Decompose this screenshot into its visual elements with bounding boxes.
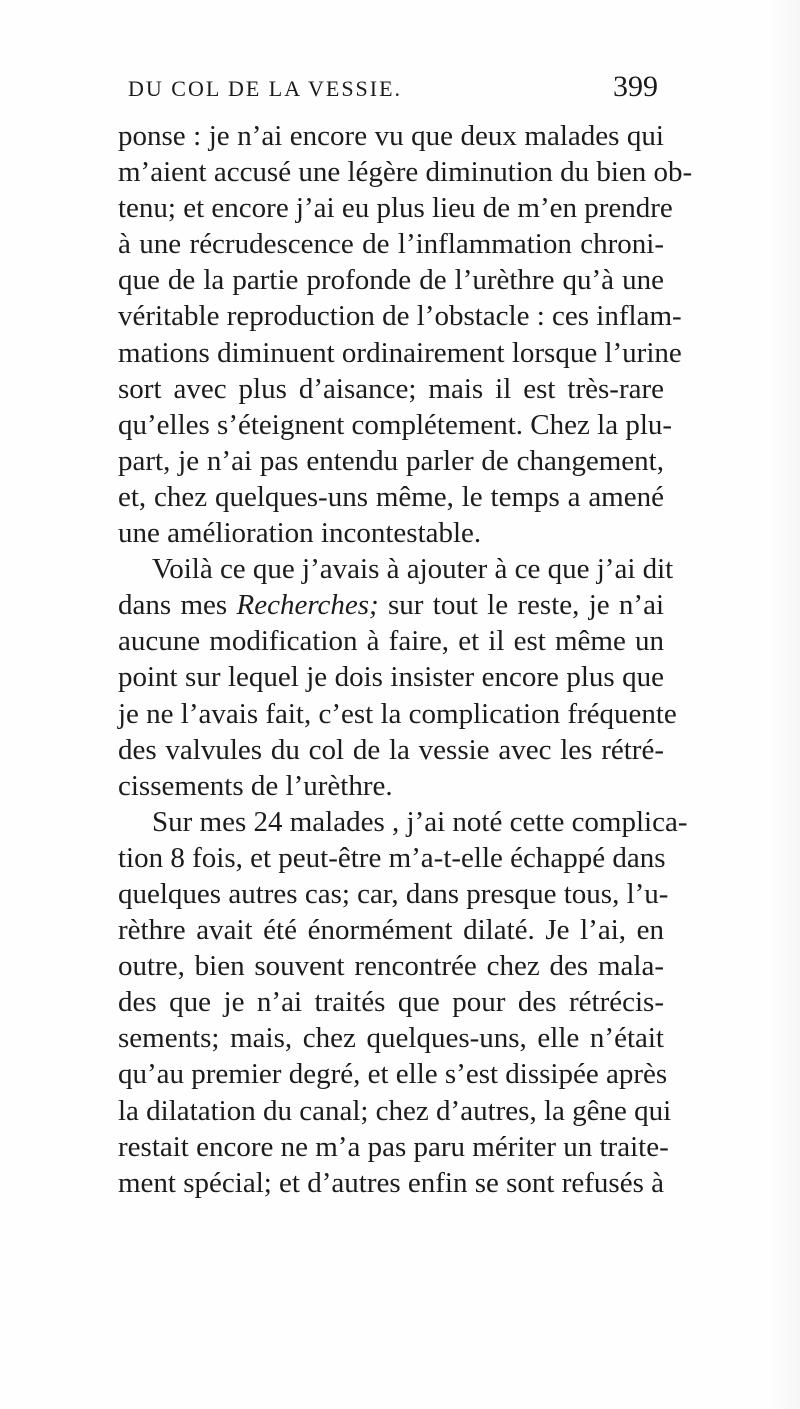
text-line: une amélioration incontestable.	[118, 517, 482, 550]
text-line: Sur mes 24 malades , j’ai noté cette complica-	[152, 805, 688, 838]
text-line: mations diminuent ordinairement lorsque l’urine	[118, 336, 682, 369]
running-head: DU COL DE LA VESSIE.	[128, 76, 403, 101]
text-line: ponse : je n’ai encore vu que deux malades qui	[118, 120, 664, 152]
page-header	[128, 70, 658, 110]
text-fragment: sur tout le reste, je n’ai	[378, 589, 665, 622]
text-line: je ne l’avais fait, c’est la complication fréquente	[118, 697, 677, 730]
text-line: tenu; et encore j’ai eu plus lieu de m’en prendre	[118, 192, 673, 225]
text-line-with-italic	[118, 587, 664, 623]
text-line: sements; mais, chez quelques-uns, elle n’était	[118, 1022, 664, 1055]
text-line: des que je n’ai traités que pour des rétrécis-	[118, 986, 664, 1019]
text-line: outre, bien souvent rencontrée chez des mala-	[118, 950, 664, 983]
text-line: quelques autres cas; car, dans presque tous, l’u-	[118, 877, 669, 910]
text-line: sort avec plus d’aisance; mais il est très-rare	[118, 372, 664, 405]
text-fragment: dans mes	[118, 589, 237, 622]
text-line: des valvules du col de la vessie avec les rétré-	[118, 733, 664, 766]
text-line: aucune modification à faire, et il est même un	[118, 625, 664, 658]
text-line: la dilatation du canal; chez d’autres, la gêne qui	[118, 1094, 672, 1127]
text-line: rèthre avait été énormément dilaté. Je l’ai, en	[118, 914, 664, 947]
page-number: 399	[613, 70, 658, 103]
body-text	[118, 118, 693, 1201]
text-line: part, je n’ai pas entendu parler de changement,	[118, 444, 664, 477]
text-line: qu’au premier degré, et elle s’est dissipée après	[118, 1058, 668, 1091]
text-line: cissements de l’urèthre.	[118, 769, 393, 802]
text-line: qu’elles s’éteignent complétement. Chez la plu-	[118, 408, 673, 441]
italic-title: Recherches;	[236, 589, 379, 622]
text-line: restait encore ne m’a pas paru mériter un traite-	[118, 1130, 669, 1163]
text-line: véritable reproduction de l’obstacle : ces inflam-	[118, 300, 682, 333]
text-line: et, chez quelques-uns même, le temps a amené	[118, 480, 664, 513]
text-line: à une récrudescence de l’inflammation chroni-	[118, 228, 664, 261]
text-line: Voilà ce que j’avais à ajouter à ce que j’ai dit	[152, 553, 674, 586]
text-line: tion 8 fois, et peut-être m’a-t-elle échappé dans	[118, 841, 666, 874]
text-line: ment spécial; et d’autres enfin se sont refusés à	[118, 1166, 664, 1199]
text-line: point sur lequel je dois insister encore plus que	[118, 661, 664, 694]
text-line: m’aient accusé une légère diminution du bien ob-	[118, 156, 693, 189]
text-line: que de la partie profonde de l’urèthre qu’à une	[118, 264, 664, 297]
